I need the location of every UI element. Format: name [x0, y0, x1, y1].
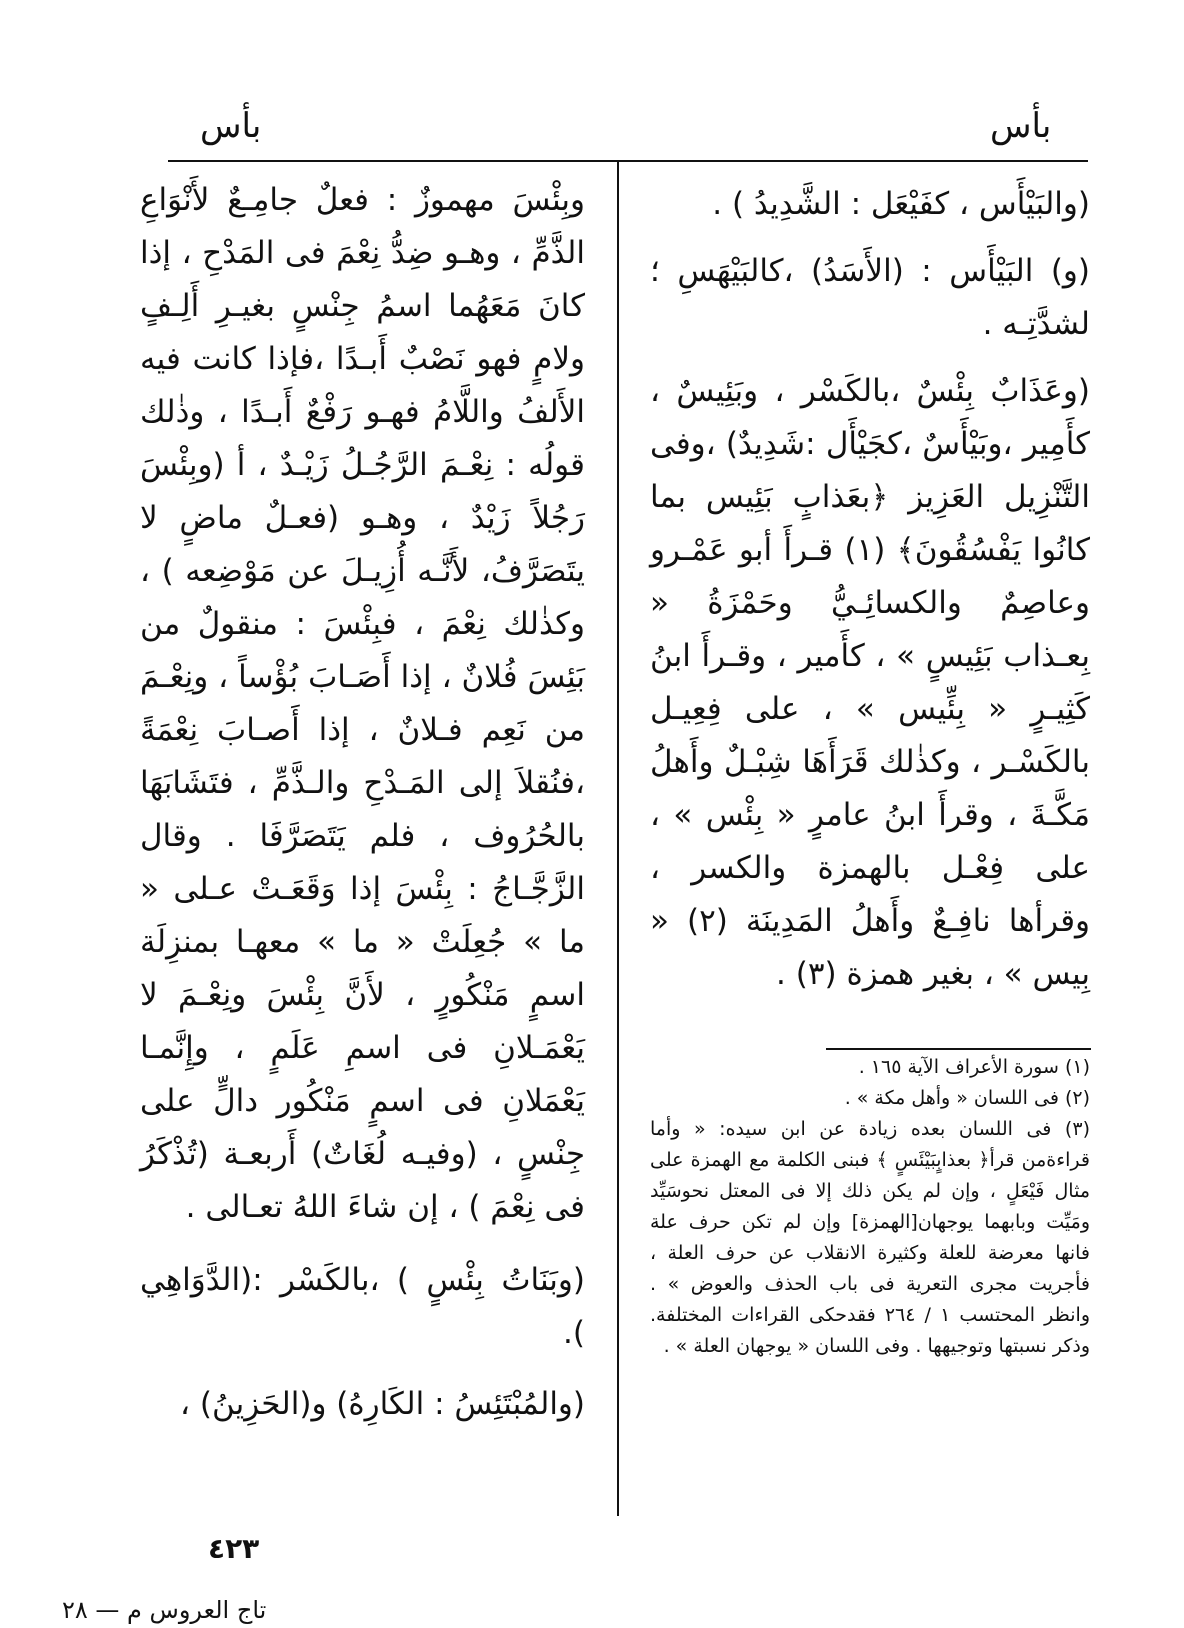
right-column: [650, 178, 1090, 1015]
entry-bayas-lion: (و) البَيْأَس : (الأَسَدُ) ،كالبَيْهَسِ ؛ لشدَّتِـه .: [650, 253, 1090, 342]
footnote-3: (٣) فى اللسان بعده زيادة عن ابن سيده: « وأما قراءةمن قرأ﴿ بعذابٍبَيْئَسٍ ﴾ فبنى الكلمة مع الهمزة على مثال فَيْعَلٍ ، وإن لم يكن ذلك إلا فى المعتل نحوسَيِّد ومَيِّت وبابهما يوجهان[الهمزة] وإن لم تكن حرف علة فانها معرضة للعلة وكثيرة الانقلاب عن حرف العلة ، فأجريت مجرى التعرية فى باب الحذف والعوض » . وانظر المحتسب ١ / ٢٦٤ فقدحكى القراءات المختلفة. وذكر نسبتها وتوجيهها . وفى اللسان « يوجهان العلة » .: [650, 1118, 1090, 1357]
entry-mubtais: (والمُبْتَئِسُ : الكَارِهُ) و(الحَزِينُ) ،: [180, 1386, 585, 1422]
left-column: [140, 174, 585, 1449]
footnote-2: (٢) فى اللسان « وأهل مكة » .: [844, 1087, 1090, 1109]
header-word-left: بأس: [200, 106, 262, 146]
entry-adhab-bais: (وعَذَابٌ بِئْسٌ ،بالكَسْر ، وبَئِيسٌ ، كأَمِير ،وبَيْأَسٌ ،كجَيْأَل :شَدِيدٌ) ،وفى التَّنْزِيل العَزِيز ﴿بعَذابٍ بَئِيس بما كانُوا يَفْسُقُونَ﴾ (١) قـرأَ أبو عَمْـرو وعاصِمٌ والكسائِـيُّ وحَمْزَةُ « بِعـذاب بَئِيسٍ » ، كأَمير ، وقـرأَ ابنُ كَثِيـرٍ « بِئِّيس » ، على فِعِيـل بالكَسْـر ، وكذٰلك قَرَأَهَا شِبْـلٌ وأَهلُ مَكَّـةَ ، وقرأَ ابنُ عامرٍ « بِئْس » ، على فِعْـل بالهمزة والكسر ، وقرأها نافِـعٌ وأَهلُ المَدِينَة (٢) « بِيس » ، بغير همزة (٣) .: [650, 373, 1090, 992]
printer-signature: تاج العروس م — ٢٨: [62, 1596, 267, 1624]
column-divider: [617, 160, 619, 1516]
page-number: ٤٢٣: [208, 1532, 260, 1565]
header-word-right: بأس: [990, 106, 1052, 146]
entry-bayas: (والبَيْأَس ، كفَيْعَل : الشَّدِيدُ ) .: [712, 186, 1090, 222]
entry-banat-bis: (وبَنَاتُ بِئْسٍ ) ،بالكَسْر :(الدَّوَاهِي ).: [140, 1262, 585, 1351]
entry-bisa: وبِئْسَ مهموزٌ : فعلٌ جامِـعٌ لأَنْوَاعِ الذَّمِّ ، وهـو ضِدُّ نِعْمَ فى المَدْحِ ، إذا كانَ مَعَهُما اسمُ جِنْسٍ بغيـرِ أَلِـفٍ ولامٍ فهو نَصْبٌ أَبـدًا ،فإذا كانت فيه الأَلفُ واللَّامُ فهـو رَفْعٌ أَبـدًا ، وذٰلك قولُه : نِعْـمَ الرَّجُـلُ زَيْـدٌ ، أ (وبِئْسَ رَجُلاً زَيْدٌ ، وهـو (فعـلٌ ماضٍ لا يتَصَرَّفُ، لأَنَّـه أُزِيـلَ عن مَوْضِعه ) ، وكذٰلك نِعْمَ ، فبِئْسَ : منقولٌ من بَئِسَ فُلانٌ ، إذا أَصَـابَ بُؤْساً ، ونِعْـمَ من نَعِم فـلانٌ ، إذا أَصـابَ نِعْمَةً ،فنُقلاَ إلى المَـدْحِ والـذَّمِّ ، فتَشَابَهَا بالحُرُوف ، فلم يَتَصَرَّفَا . وقال الزَّجَّـاجُ : بِئْسَ إذا وَقَعَـتْ عـلى « ما » جُعِلَتْ « ما » معهـا بمنزِلَة اسمٍ مَنْكُورٍ ، لأَنَّ بِئْسَ ونِعْـمَ لا يَعْمَـلانِ فى اسمِ عَلَمٍ ، وإِنَّمـا يَعْمَلانِ فى اسمٍ مَنْكُور دالٍّ على جِنْسٍ ، (وفيـه لُغَاتٌ) أَربعـة (تُذْكَرُ فى نِعْمَ ) ، إن شاءَ اللهُ تعـالى .: [140, 182, 585, 1225]
footnote-rule: [826, 1048, 1091, 1050]
footnotes: [650, 1052, 1090, 1362]
header-rule: [168, 160, 1088, 162]
footnote-1: (١) سورة الأعراف الآية ١٦٥ .: [858, 1056, 1090, 1078]
